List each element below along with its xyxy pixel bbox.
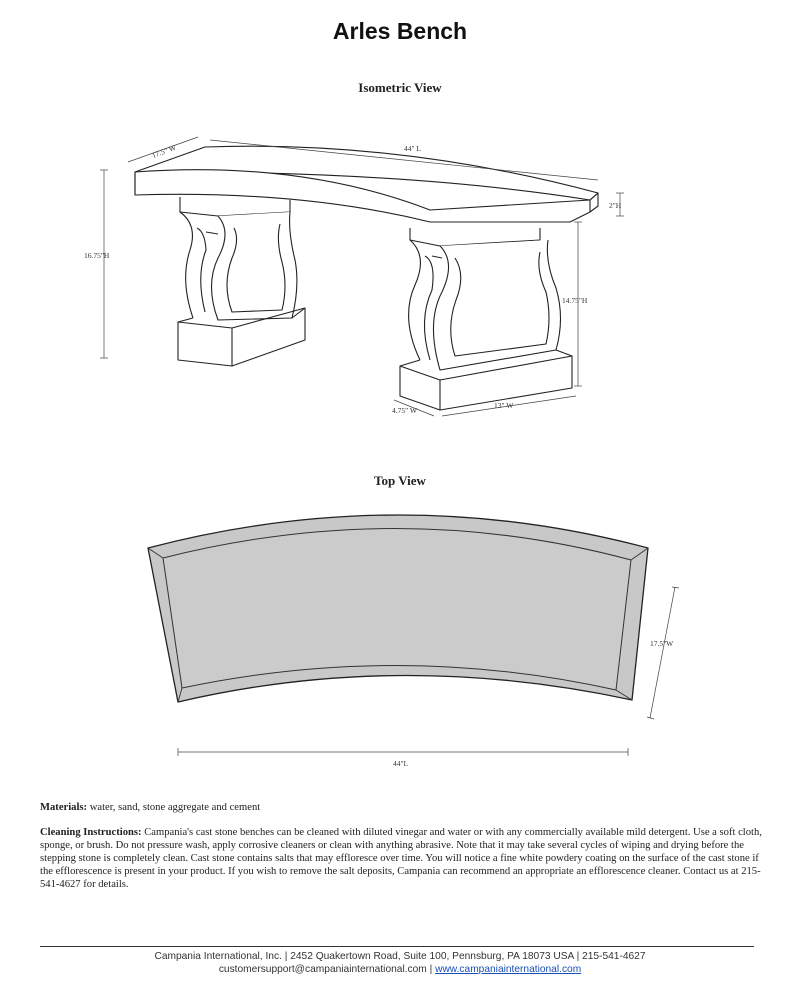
dim-pedestal-height: 14.75"H [562, 296, 588, 305]
dim-top-length: 44"L [393, 759, 409, 768]
materials-text: water, sand, stone aggregate and cement [87, 802, 261, 813]
footer-website-link[interactable]: www.campaniainternational.com [435, 964, 582, 975]
dim-overall-height: 16.75"H [84, 251, 110, 260]
materials-label: Materials: [40, 802, 88, 813]
page-title: Arles Bench [332, 18, 468, 44]
isometric-view-heading: Isometric View [358, 80, 442, 95]
cleaning-text: Campania's cast stone benches can be cleaned with diluted vinegar and water or with any commercially available mild detergent. Use a soft cloth, sponge, or brush. Do not pressure wash, apply corrosive cleaners or clean with anything abrasive. Note that it may take several cycles of wiping and drying before the stepping stone is completely clean. Cast stone contains salts that may effloresce over time. You will notice a fine white powdery coating on the surface of the cast stone if the efflorescence is present in your product. If you wish to remove the salt deposits, Campania can recommend an appropriate an efflorescence cleaner. Contact us at 215-541-4627 for details. [40, 827, 762, 890]
dim-length: 44" L [404, 144, 422, 153]
dim-seat-depth: 17.5" W [150, 142, 178, 160]
cleaning-paragraph [40, 826, 762, 891]
footer-divider [40, 946, 754, 947]
footer-address: Campania International, Inc. | 2452 Quakertown Road, Suite 100, Pennsburg, PA 18073 USA | 215-541-4627 [154, 951, 646, 962]
top-view-heading: Top View [374, 473, 426, 488]
dim-top-width: 17.5"W [650, 639, 674, 648]
dim-base-width: 13" W [494, 401, 514, 410]
top-view-drawing [0, 510, 800, 780]
dim-seat-thickness: 2"H [609, 201, 622, 210]
footer-email[interactable]: customersupport@campaniainternational.com [218, 964, 427, 975]
footer-contact [0, 964, 800, 975]
isometric-drawing [0, 120, 800, 450]
cleaning-label: Cleaning Instructions: [40, 827, 142, 838]
materials-paragraph [40, 801, 762, 814]
footer-separator: | [426, 964, 436, 975]
dim-base-depth: 4.75" W [392, 406, 418, 415]
